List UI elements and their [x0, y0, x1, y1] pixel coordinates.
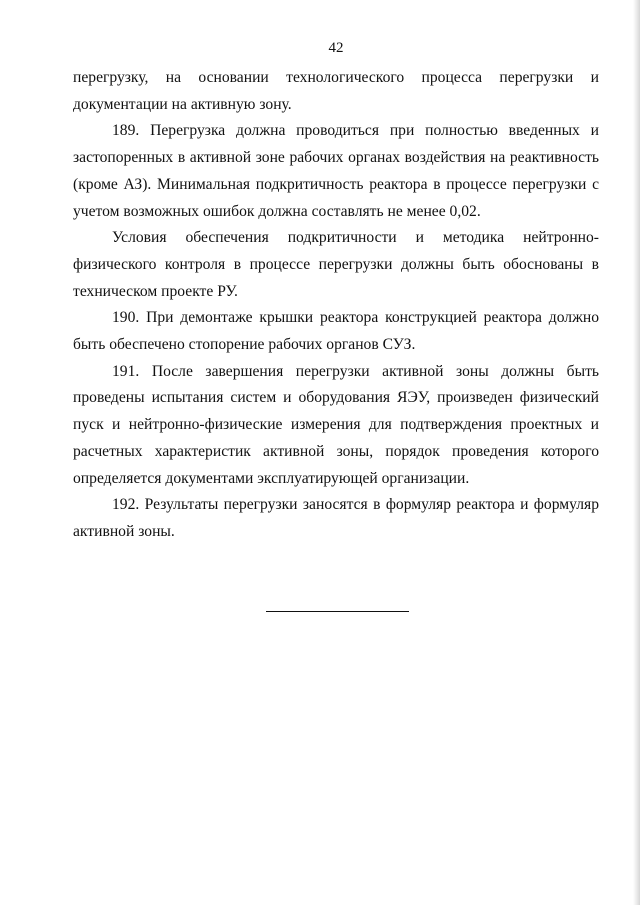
- page-number: 42: [328, 40, 344, 56]
- paragraph-189-conditions: Условия обеспечения подкритичности и методика нейтронно-физического контроля в процессе перегрузки должны быть обоснованы в техническом проекте РУ.: [73, 229, 599, 300]
- paragraph-192: 192. Результаты перегрузки заносятся в формуляр реактора и формуляр активной зоны.: [73, 496, 599, 540]
- paragraph-190: 190. При демонтаже крышки реактора конструкцией реактора должно быть обеспечено стопорение рабочих органов СУЗ.: [73, 309, 599, 354]
- paragraph-191: 191. После завершения перегрузки активной зоны должны быть проведены испытания систем и оборудования ЯЭУ, произведен физический пуск и нейтронно-физические измерения для подтверждения проектных и расчетных характеристик активной зоны, порядок проведения которого определяется документами эксплуатирующей организации.: [73, 362, 599, 487]
- scan-edge-shadow: [633, 0, 640, 905]
- paragraph-continuation: перегрузку, на основании технологического процесса перегрузки и документации на активную зону.: [73, 69, 599, 113]
- end-of-text-rule: [266, 611, 409, 612]
- paragraph-189: 189. Перегрузка должна проводиться при полностью введенных и застопоренных в активной зоне рабочих органах воздействия на реактивность (кроме АЗ). Минимальная подкритичность реактора в процессе перегрузки с учетом возможных ошибок должна составлять не менее 0,02.: [73, 122, 599, 220]
- document-body: [73, 65, 599, 546]
